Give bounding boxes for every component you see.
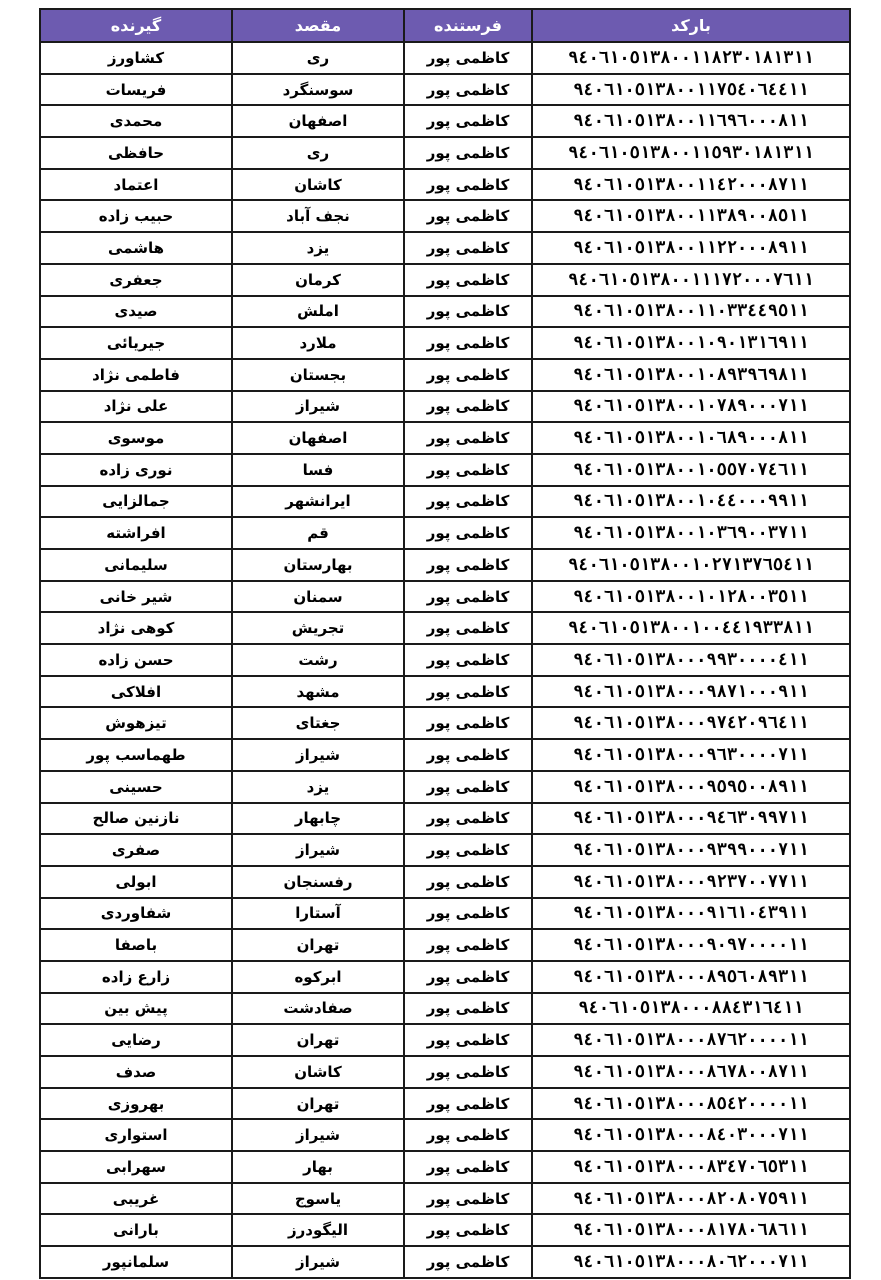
sender-cell: کاظمی پور	[404, 866, 532, 898]
sender-cell: کاظمی پور	[404, 834, 532, 866]
table-row	[40, 1214, 850, 1246]
receiver-cell: فاطمی نژاد	[40, 359, 232, 391]
destination-cell: یاسوج	[232, 1183, 404, 1215]
table-row	[40, 296, 850, 328]
barcode-cell: ۹٤۰٦۱۰٥۱۳۸۰۰۰۹۱٦۱۰٤۳۹۱۱	[532, 898, 850, 930]
sender-cell: کاظمی پور	[404, 549, 532, 581]
barcode-cell: ۹٤۰٦۱۰٥۱۳۸۰۰۰۸۳٤۷۰٦٥۳۱۱	[532, 1151, 850, 1183]
destination-cell: تهران	[232, 929, 404, 961]
destination-cell: شیراز	[232, 1119, 404, 1151]
barcode-cell: ۹٤۰٦۱۰٥۱۳۸۰۰۰۹۰۹۷۰۰۰۰۱۱	[532, 929, 850, 961]
destination-cell: کرمان	[232, 264, 404, 296]
sender-cell: کاظمی پور	[404, 486, 532, 518]
receiver-cell: صفری	[40, 834, 232, 866]
sender-cell: کاظمی پور	[404, 1119, 532, 1151]
sender-cell: کاظمی پور	[404, 1151, 532, 1183]
receiver-cell: سهرابی	[40, 1151, 232, 1183]
table-row	[40, 1119, 850, 1151]
receiver-cell: نازنین صالح	[40, 803, 232, 835]
table-row	[40, 1056, 850, 1088]
sender-cell: کاظمی پور	[404, 1246, 532, 1278]
destination-cell: شیراز	[232, 739, 404, 771]
barcode-cell: ۹٤۰٦۱۰٥۱۳۸۰۰۱۱٥۹۳۰۱۸۱۳۱۱	[532, 137, 850, 169]
table-row	[40, 644, 850, 676]
sender-cell: کاظمی پور	[404, 1024, 532, 1056]
sender-cell: کاظمی پور	[404, 169, 532, 201]
destination-cell: صفادشت	[232, 993, 404, 1025]
header-receiver: گیرنده	[40, 9, 232, 42]
barcode-cell: ۹٤۰٦۱۰٥۱۳۸۰۰۱۱٦۹٦۰۰۰۸۱۱	[532, 105, 850, 137]
barcode-cell: ۹٤۰٦۱۰٥۱۳۸۰۰۱۰۳٦۹۰۰۳۷۱۱	[532, 517, 850, 549]
table-row	[40, 1024, 850, 1056]
receiver-cell: زارع زاده	[40, 961, 232, 993]
table-row	[40, 676, 850, 708]
destination-cell: املش	[232, 296, 404, 328]
table-row	[40, 264, 850, 296]
table-row	[40, 1088, 850, 1120]
receiver-cell: شفاوردی	[40, 898, 232, 930]
sender-cell: کاظمی پور	[404, 1214, 532, 1246]
barcode-cell: ۹٤۰٦۱۰٥۱۳۸۰۰۰۸٤۰۳۰۰۰۷۱۱	[532, 1119, 850, 1151]
table-row	[40, 1151, 850, 1183]
barcode-cell: ۹٤۰٦۱۰٥۱۳۸۰۰۱۱۲۲۰۰۰۸۹۱۱	[532, 232, 850, 264]
receiver-cell: ابولی	[40, 866, 232, 898]
table-row	[40, 105, 850, 137]
destination-cell: یزد	[232, 771, 404, 803]
receiver-cell: استواری	[40, 1119, 232, 1151]
receiver-cell: تیزهوش	[40, 707, 232, 739]
sender-cell: کاظمی پور	[404, 1056, 532, 1088]
receiver-cell: حافظی	[40, 137, 232, 169]
destination-cell: تجریش	[232, 612, 404, 644]
table-row	[40, 422, 850, 454]
barcode-cell: ۹٤۰٦۱۰٥۱۳۸۰۰۱۰۱۲۸۰۰۳٥۱۱	[532, 581, 850, 613]
destination-cell: الیگودرز	[232, 1214, 404, 1246]
destination-cell: کاشان	[232, 1056, 404, 1088]
receiver-cell: حبیب زاده	[40, 200, 232, 232]
sender-cell: کاظمی پور	[404, 200, 532, 232]
table-row	[40, 549, 850, 581]
barcode-cell: ۹٤۰٦۱۰٥۱۳۸۰۰۰۹۷٤۲۰۹٦٤۱۱	[532, 707, 850, 739]
sender-cell: کاظمی پور	[404, 327, 532, 359]
table-body	[40, 42, 850, 1278]
table-row	[40, 961, 850, 993]
barcode-cell: ۹٤۰٦۱۰٥۱۳۸۰۰۱۰۲۷۱۳۷٦٥٤۱۱	[532, 549, 850, 581]
destination-cell: شیراز	[232, 1246, 404, 1278]
barcode-cell: ۹٤۰٦۱۰٥۱۳۸۰۰۱۰٥٥۷۰۷٤٦۱۱	[532, 454, 850, 486]
receiver-cell: سلیمانی	[40, 549, 232, 581]
table-row	[40, 1183, 850, 1215]
header-barcode: بارکد	[532, 9, 850, 42]
barcode-cell: ۹٤۰٦۱۰٥۱۳۸۰۰۱۱۰۳۳٤٤۹٥۱۱	[532, 296, 850, 328]
receiver-cell: صدف	[40, 1056, 232, 1088]
sender-cell: کاظمی پور	[404, 898, 532, 930]
destination-cell: بهار	[232, 1151, 404, 1183]
header-destination: مقصد	[232, 9, 404, 42]
receiver-cell: اعتماد	[40, 169, 232, 201]
receiver-cell: رضایی	[40, 1024, 232, 1056]
receiver-cell: شیر خانی	[40, 581, 232, 613]
barcode-cell: ۹٤۰٦۱۰٥۱۳۸۰۰۰۸۹٥٦۰۸۹۳۱۱	[532, 961, 850, 993]
destination-cell: ایرانشهر	[232, 486, 404, 518]
sender-cell: کاظمی پور	[404, 137, 532, 169]
table-row	[40, 1246, 850, 1278]
sender-cell: کاظمی پور	[404, 929, 532, 961]
sender-cell: کاظمی پور	[404, 264, 532, 296]
barcode-cell: ۹٤۰٦۱۰٥۱۳۸۰۰۱۱۸۲۳۰۱۸۱۳۱۱	[532, 42, 850, 74]
destination-cell: ابرکوه	[232, 961, 404, 993]
destination-cell: قم	[232, 517, 404, 549]
barcode-cell: ۹٤۰٦۱۰٥۱۳۸۰۰۱۰۹۰۱۳۱٦۹۱۱	[532, 327, 850, 359]
destination-cell: چابهار	[232, 803, 404, 835]
table-row	[40, 898, 850, 930]
sender-cell: کاظمی پور	[404, 359, 532, 391]
table-row	[40, 739, 850, 771]
table-row	[40, 929, 850, 961]
sender-cell: کاظمی پور	[404, 422, 532, 454]
receiver-cell: باصفا	[40, 929, 232, 961]
destination-cell: آستارا	[232, 898, 404, 930]
receiver-cell: علی نژاد	[40, 391, 232, 423]
receiver-cell: حسینی	[40, 771, 232, 803]
receiver-cell: هاشمی	[40, 232, 232, 264]
destination-cell: شیراز	[232, 391, 404, 423]
table-row	[40, 993, 850, 1025]
receiver-cell: پیش بین	[40, 993, 232, 1025]
table-row	[40, 169, 850, 201]
barcode-cell: ۹٤۰٦۱۰٥۱۳۸۰۰۰۸٦۷۸۰۰۸۷۱۱	[532, 1056, 850, 1088]
sender-cell: کاظمی پور	[404, 771, 532, 803]
barcode-cell: ۹٤۰٦۱۰٥۱۳۸۰۰۰۸۸٤۳۱٦٤۱۱	[532, 993, 850, 1025]
receiver-cell: فریسات	[40, 74, 232, 106]
destination-cell: رشت	[232, 644, 404, 676]
destination-cell: نجف آباد	[232, 200, 404, 232]
sender-cell: کاظمی پور	[404, 612, 532, 644]
sender-cell: کاظمی پور	[404, 803, 532, 835]
table-header-row	[40, 9, 850, 42]
sender-cell: کاظمی پور	[404, 993, 532, 1025]
destination-cell: اصفهان	[232, 105, 404, 137]
barcode-cell: ۹٤۰٦۱۰٥۱۳۸۰۰۱۰۰٤٤۱۹۳۳۸۱۱	[532, 612, 850, 644]
table-row	[40, 581, 850, 613]
sender-cell: کاظمی پور	[404, 739, 532, 771]
sender-cell: کاظمی پور	[404, 676, 532, 708]
barcode-cell: ۹٤۰٦۱۰٥۱۳۸۰۰۰۸٥٤۲۰۰۰۰۱۱	[532, 1088, 850, 1120]
barcode-cell: ۹٤۰٦۱۰٥۱۳۸۰۰۰۸۰٦۲۰۰۰۷۱۱	[532, 1246, 850, 1278]
destination-cell: فسا	[232, 454, 404, 486]
receiver-cell: سلمانپور	[40, 1246, 232, 1278]
table-row	[40, 771, 850, 803]
receiver-cell: کوهی نژاد	[40, 612, 232, 644]
receiver-cell: افلاکی	[40, 676, 232, 708]
destination-cell: تهران	[232, 1024, 404, 1056]
destination-cell: رفسنجان	[232, 866, 404, 898]
shipment-table-container	[39, 8, 849, 1279]
sender-cell: کاظمی پور	[404, 644, 532, 676]
sender-cell: کاظمی پور	[404, 105, 532, 137]
barcode-cell: ۹٤۰٦۱۰٥۱۳۸۰۰۱۱٤۲۰۰۰۸۷۱۱	[532, 169, 850, 201]
destination-cell: ملارد	[232, 327, 404, 359]
table-row	[40, 200, 850, 232]
barcode-cell: ۹٤۰٦۱۰٥۱۳۸۰۰۰۹۹۳۰۰۰۰٤۱۱	[532, 644, 850, 676]
destination-cell: شیراز	[232, 834, 404, 866]
receiver-cell: جعفری	[40, 264, 232, 296]
table-row	[40, 137, 850, 169]
sender-cell: کاظمی پور	[404, 74, 532, 106]
table-row	[40, 74, 850, 106]
barcode-cell: ۹٤۰٦۱۰٥۱۳۸۰۰۰۸۲۰۸۰۷٥۹۱۱	[532, 1183, 850, 1215]
receiver-cell: غریبی	[40, 1183, 232, 1215]
sender-cell: کاظمی پور	[404, 1183, 532, 1215]
receiver-cell: طهماسب پور	[40, 739, 232, 771]
barcode-cell: ۹٤۰٦۱۰٥۱۳۸۰۰۰۹۲۳۷۰۰۷۷۱۱	[532, 866, 850, 898]
table-row	[40, 327, 850, 359]
sender-cell: کاظمی پور	[404, 517, 532, 549]
table-row	[40, 834, 850, 866]
destination-cell: یزد	[232, 232, 404, 264]
barcode-cell: ۹٤۰٦۱۰٥۱۳۸۰۰۰۹۸۷۱۰۰۰۹۱۱	[532, 676, 850, 708]
table-row	[40, 232, 850, 264]
destination-cell: ری	[232, 42, 404, 74]
receiver-cell: صیدی	[40, 296, 232, 328]
barcode-cell: ۹٤۰٦۱۰٥۱۳۸۰۰۰۹٤٦۳۰۹۹۷۱۱	[532, 803, 850, 835]
receiver-cell: موسوی	[40, 422, 232, 454]
table-row	[40, 486, 850, 518]
table-row	[40, 517, 850, 549]
barcode-cell: ۹٤۰٦۱۰٥۱۳۸۰۰۱۰٦۸۹۰۰۰۸۱۱	[532, 422, 850, 454]
receiver-cell: جمالزایی	[40, 486, 232, 518]
destination-cell: ری	[232, 137, 404, 169]
header-sender: فرستنده	[404, 9, 532, 42]
receiver-cell: نوری زاده	[40, 454, 232, 486]
table-row	[40, 866, 850, 898]
sender-cell: کاظمی پور	[404, 296, 532, 328]
destination-cell: سمنان	[232, 581, 404, 613]
receiver-cell: جیریائی	[40, 327, 232, 359]
table-row	[40, 707, 850, 739]
barcode-cell: ۹٤۰٦۱۰٥۱۳۸۰۰۰۹۳۹۹۰۰۰۷۱۱	[532, 834, 850, 866]
receiver-cell: افراشته	[40, 517, 232, 549]
receiver-cell: بهروزی	[40, 1088, 232, 1120]
barcode-cell: ۹٤۰٦۱۰٥۱۳۸۰۰۱۰۷۸۹۰۰۰۷۱۱	[532, 391, 850, 423]
destination-cell: سوسنگرد	[232, 74, 404, 106]
destination-cell: تهران	[232, 1088, 404, 1120]
sender-cell: کاظمی پور	[404, 454, 532, 486]
table-row	[40, 454, 850, 486]
barcode-cell: ۹٤۰٦۱۰٥۱۳۸۰۰۱۱۱۷۲۰۰۰۷٦۱۱	[532, 264, 850, 296]
receiver-cell: بارانی	[40, 1214, 232, 1246]
sender-cell: کاظمی پور	[404, 42, 532, 74]
destination-cell: جغتای	[232, 707, 404, 739]
sender-cell: کاظمی پور	[404, 232, 532, 264]
destination-cell: مشهد	[232, 676, 404, 708]
sender-cell: کاظمی پور	[404, 581, 532, 613]
barcode-cell: ۹٤۰٦۱۰٥۱۳۸۰۰۰۹٥۹٥۰۰۸۹۱۱	[532, 771, 850, 803]
sender-cell: کاظمی پور	[404, 391, 532, 423]
destination-cell: بهارستان	[232, 549, 404, 581]
destination-cell: کاشان	[232, 169, 404, 201]
table-row	[40, 803, 850, 835]
barcode-cell: ۹٤۰٦۱۰٥۱۳۸۰۰۱۰٤٤۰۰۰۹۹۱۱	[532, 486, 850, 518]
sender-cell: کاظمی پور	[404, 1088, 532, 1120]
receiver-cell: محمدی	[40, 105, 232, 137]
barcode-cell: ۹٤۰٦۱۰٥۱۳۸۰۰۱۱۳۸۹۰۰۸٥۱۱	[532, 200, 850, 232]
shipment-table	[39, 8, 851, 1279]
destination-cell: بجستان	[232, 359, 404, 391]
receiver-cell: کشاورز	[40, 42, 232, 74]
barcode-cell: ۹٤۰٦۱۰٥۱۳۸۰۰۰۸۱۷۸۰٦۸٦۱۱	[532, 1214, 850, 1246]
barcode-cell: ۹٤۰٦۱۰٥۱۳۸۰۰۱۱۷٥٤۰٦٤٤۱۱	[532, 74, 850, 106]
table-row	[40, 612, 850, 644]
table-row	[40, 359, 850, 391]
barcode-cell: ۹٤۰٦۱۰٥۱۳۸۰۰۰۹٦۳۰۰۰۰۷۱۱	[532, 739, 850, 771]
destination-cell: اصفهان	[232, 422, 404, 454]
receiver-cell: حسن زاده	[40, 644, 232, 676]
table-row	[40, 391, 850, 423]
barcode-cell: ۹٤۰٦۱۰٥۱۳۸۰۰۱۰۸۹۳۹٦۹۸۱۱	[532, 359, 850, 391]
table-row	[40, 42, 850, 74]
barcode-cell: ۹٤۰٦۱۰٥۱۳۸۰۰۰۸۷٦۲۰۰۰۰۱۱	[532, 1024, 850, 1056]
sender-cell: کاظمی پور	[404, 961, 532, 993]
sender-cell: کاظمی پور	[404, 707, 532, 739]
